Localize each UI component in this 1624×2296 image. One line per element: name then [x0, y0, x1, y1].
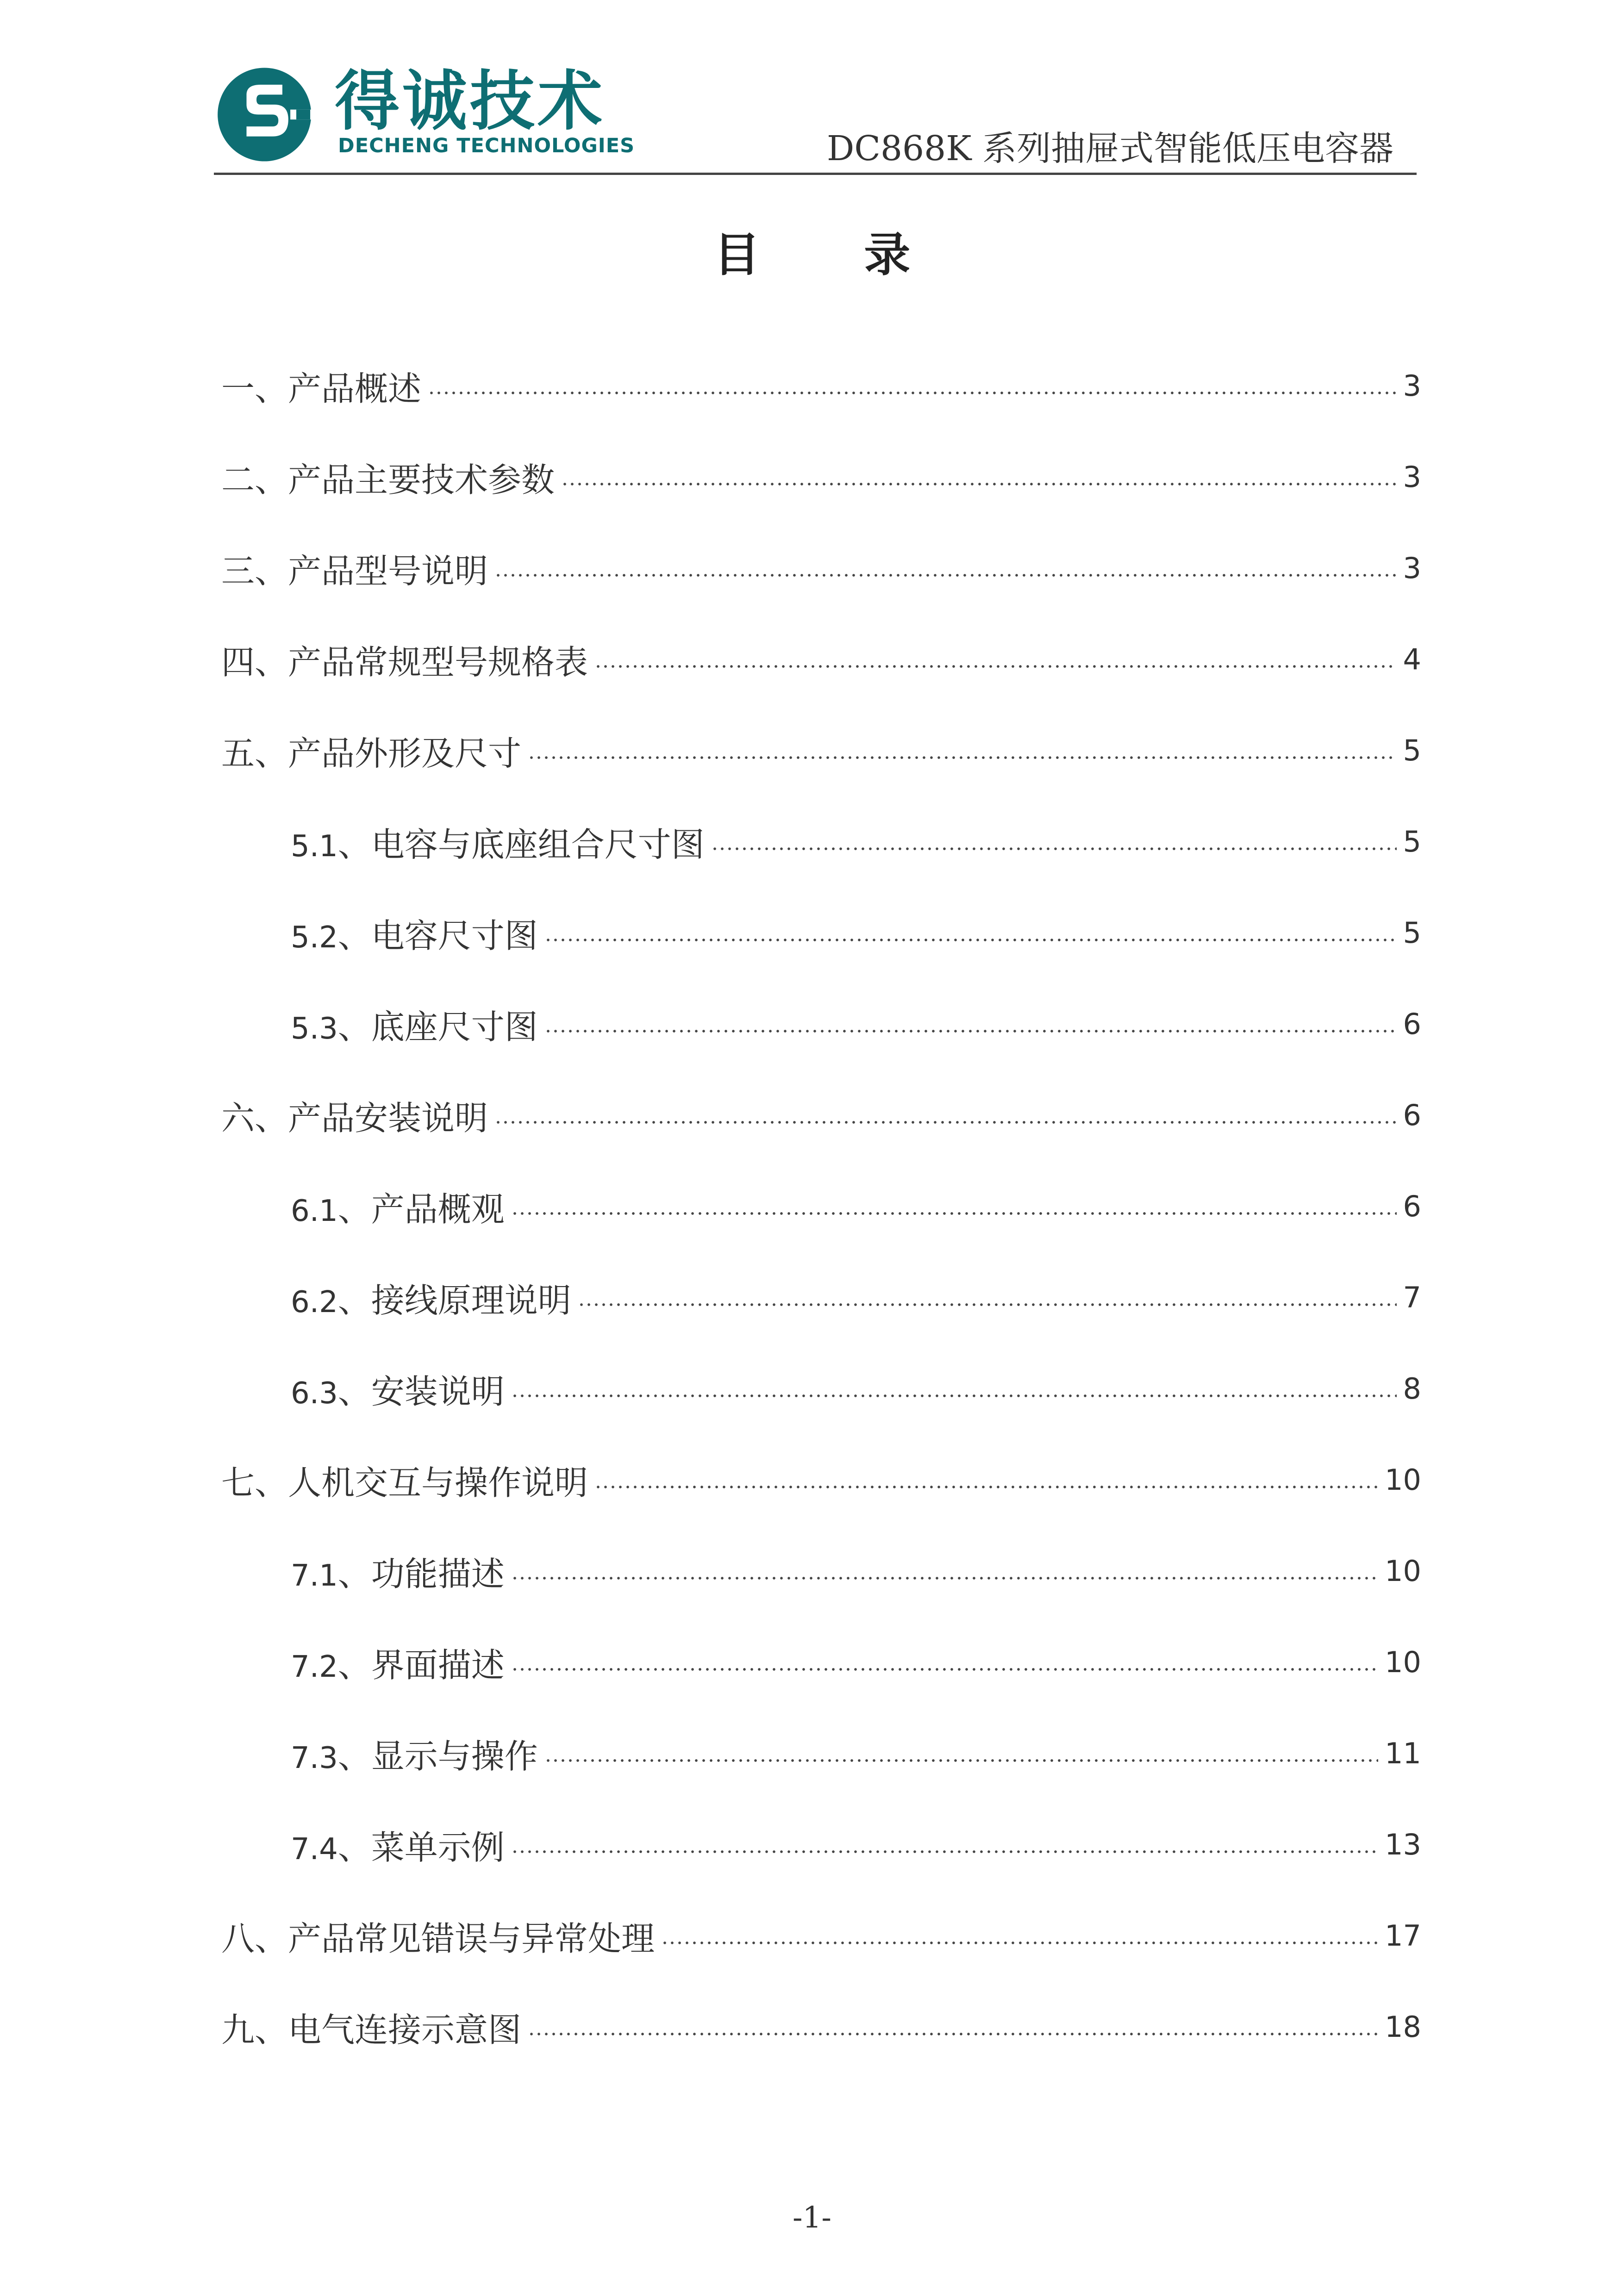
toc-entry[interactable] [221, 1981, 1421, 2072]
toc-entry-text: 、电容尺寸图 [337, 916, 538, 955]
toc-leader-dots [544, 938, 1397, 942]
toc-subentry[interactable] [221, 1525, 1421, 1617]
toc-entry-label: 八、产品常见错误与异常处理 [221, 1919, 655, 1958]
toc-entry-number: 6.2 [291, 1285, 338, 1319]
toc-entry-page: 6 [1403, 1007, 1421, 1041]
toc-entry-number: 7.3 [291, 1741, 338, 1775]
toc-entry-page: 5 [1403, 825, 1421, 859]
toc-entry-text: 、显示与操作 [337, 1736, 538, 1776]
toc-entry[interactable] [221, 523, 1421, 614]
logo-english-name: DECHENG TECHNOLOGIES [338, 134, 635, 157]
toc-subentry[interactable] [221, 1161, 1421, 1252]
toc-entry-label: 九、电气连接示意图 [221, 2010, 522, 2049]
toc-entry-text: 、产品概观 [337, 1189, 505, 1229]
toc-leader-dots [561, 482, 1397, 486]
toc-entry-label [291, 1730, 538, 1778]
toc-entry-page: 10 [1385, 1554, 1421, 1588]
toc-entry-label [291, 1638, 505, 1686]
toc-leader-dots [578, 1302, 1397, 1307]
toc-entry-number: 7.4 [291, 1832, 338, 1867]
toc-entry[interactable] [221, 340, 1421, 431]
toc-leader-dots [594, 664, 1397, 669]
toc-subentry[interactable] [221, 1617, 1421, 1708]
toc-entry[interactable] [221, 705, 1421, 796]
toc-leader-dots [544, 1029, 1397, 1033]
table-of-contents [221, 340, 1421, 2072]
toc-entry-page: 4 [1403, 642, 1421, 676]
toc-entry-text: 、菜单示例 [337, 1828, 505, 1867]
toc-subentry[interactable] [221, 887, 1421, 978]
toc-entry-page: 3 [1403, 460, 1421, 494]
toc-entry-number: 5.2 [291, 920, 338, 955]
toc-entry-page: 3 [1403, 369, 1421, 403]
toc-subentry[interactable] [221, 796, 1421, 887]
toc-entry-label [291, 1182, 505, 1231]
toc-entry-text: 、接线原理说明 [337, 1281, 571, 1320]
toc-entry[interactable] [221, 1434, 1421, 1525]
toc-subentry[interactable] [221, 1252, 1421, 1343]
toc-entry[interactable] [221, 1890, 1421, 1981]
toc-entry-page: 17 [1385, 1919, 1421, 1953]
toc-entry-label [291, 1274, 571, 1322]
toc-entry-label [291, 1547, 505, 1595]
toc-entry-label [291, 1821, 505, 1869]
toc-entry-label: 七、人机交互与操作说明 [221, 1463, 588, 1502]
toc-leader-dots [428, 391, 1397, 395]
toc-leader-dots [528, 2032, 1378, 2036]
toc-heading: 目 录 [713, 227, 911, 282]
header-divider [214, 173, 1417, 175]
toc-entry-label: 三、产品型号说明 [221, 551, 488, 591]
toc-entry-number: 6.1 [291, 1194, 338, 1228]
toc-subentry[interactable] [221, 1708, 1421, 1799]
toc-entry-number: 7.2 [291, 1649, 338, 1684]
toc-subentry[interactable] [221, 978, 1421, 1070]
toc-entry[interactable] [221, 1070, 1421, 1161]
toc-entry-page: 7 [1403, 1281, 1421, 1314]
company-logo [217, 64, 635, 167]
toc-entry-page: 18 [1385, 2010, 1421, 2044]
toc-entry-number: 7.1 [291, 1558, 338, 1593]
logo-mark-icon [217, 65, 316, 164]
toc-entry-label: 五、产品外形及尺寸 [221, 734, 522, 773]
document-title: DC868K 系列抽屉式智能低压电容器 [827, 129, 1393, 168]
toc-entry[interactable] [221, 614, 1421, 705]
toc-leader-dots [494, 573, 1397, 578]
toc-entry-label: 二、产品主要技术参数 [221, 460, 555, 499]
toc-entry-text: 、底座尺寸图 [337, 1007, 538, 1046]
toc-entry-page: 11 [1385, 1736, 1421, 1770]
logo-chinese-name: 得诚技术 [335, 64, 606, 139]
toc-entry-page: 10 [1385, 1645, 1421, 1679]
toc-entry-text: 、电容与底座组合尺寸图 [337, 825, 705, 864]
toc-entry-page: 6 [1403, 1189, 1421, 1223]
toc-entry-page: 8 [1403, 1372, 1421, 1406]
toc-entry-number: 5.1 [291, 829, 338, 864]
toc-entry-page: 5 [1403, 916, 1421, 950]
toc-entry-page: 5 [1403, 734, 1421, 767]
toc-leader-dots [711, 846, 1397, 851]
toc-entry[interactable] [221, 431, 1421, 523]
toc-leader-dots [528, 755, 1397, 760]
toc-entry-number: 6.3 [291, 1376, 338, 1411]
toc-leader-dots [594, 1485, 1378, 1489]
toc-leader-dots [511, 1211, 1397, 1216]
toc-entry-text: 、安装说明 [337, 1372, 505, 1411]
toc-entry-label: 四、产品常规型号规格表 [221, 642, 588, 682]
toc-entry-text: 、界面描述 [337, 1645, 505, 1685]
page-number: -1- [793, 2201, 831, 2235]
toc-entry-label [291, 909, 538, 957]
toc-entry-label: 一、产品概述 [221, 369, 422, 408]
toc-entry-page: 13 [1385, 1828, 1421, 1861]
toc-subentry[interactable] [221, 1799, 1421, 1890]
toc-subentry[interactable] [221, 1343, 1421, 1434]
toc-leader-dots [511, 1849, 1378, 1854]
toc-leader-dots [511, 1394, 1397, 1398]
toc-leader-dots [511, 1576, 1378, 1580]
toc-entry-label [291, 1365, 505, 1413]
toc-entry-page: 10 [1385, 1463, 1421, 1497]
toc-leader-dots [661, 1941, 1378, 1945]
toc-leader-dots [511, 1667, 1378, 1672]
toc-entry-number: 5.3 [291, 1011, 338, 1046]
toc-entry-label [291, 1000, 538, 1048]
toc-leader-dots [494, 1120, 1397, 1125]
toc-entry-text: 、功能描述 [337, 1554, 505, 1593]
toc-leader-dots [544, 1758, 1378, 1763]
toc-entry-label [291, 818, 705, 866]
toc-entry-page: 6 [1403, 1098, 1421, 1132]
toc-entry-page: 3 [1403, 551, 1421, 585]
toc-entry-label: 六、产品安装说明 [221, 1098, 488, 1138]
